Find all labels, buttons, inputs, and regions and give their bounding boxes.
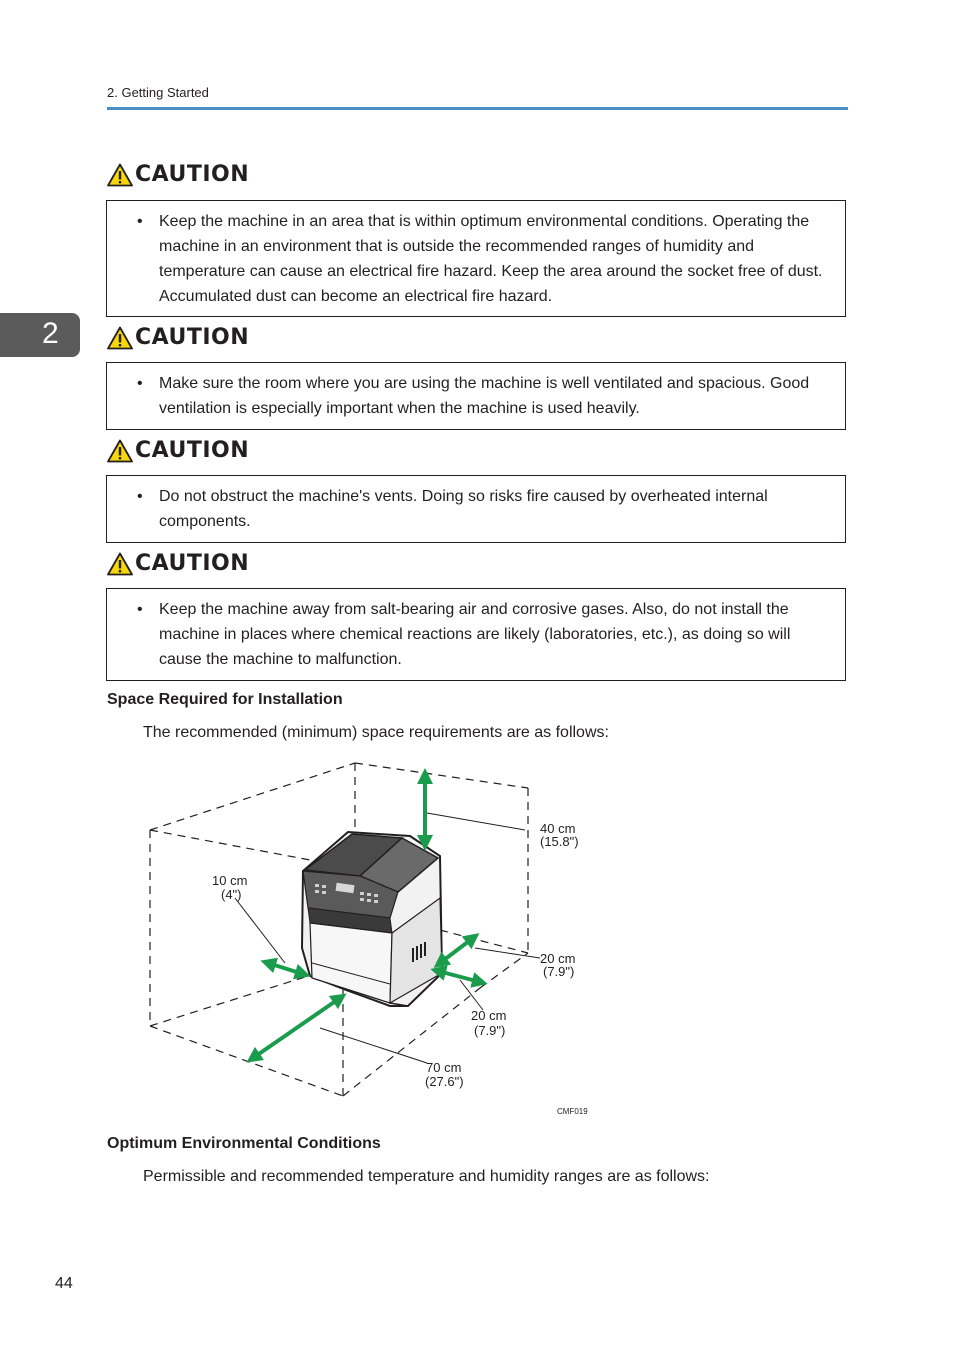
warning-triangle-icon [107, 552, 133, 576]
top-imperial-label: (15.8") [540, 834, 579, 849]
caution-bullet [137, 484, 827, 534]
caution-box [106, 475, 846, 543]
chapter-number: 2 [42, 317, 59, 350]
caution-text: Make sure the room where you are using the machine is well ventilated and spacious. Good ventilation is especially important when the machine is used heavily. [159, 375, 810, 417]
caution-box [106, 200, 846, 317]
right-metric-label: 20 cm [540, 951, 576, 966]
caution-label: CAUTION [135, 438, 250, 463]
right-imperial-label: (7.9") [543, 964, 575, 979]
top-metric-label: 40 cm [540, 821, 576, 836]
page-number: 44 [55, 1275, 73, 1292]
caution-heading [107, 551, 249, 576]
printer-illustration [302, 832, 442, 1006]
bullet-dot: • [137, 375, 143, 392]
chapter-tab [0, 313, 80, 357]
caution-bullet [137, 209, 827, 309]
bullet-dot: • [137, 601, 143, 618]
section-heading-space: Space Required for Installation [107, 691, 343, 708]
bullet-dot: • [137, 488, 143, 505]
space-intro-text: The recommended (minimum) space requirements are as follows: [143, 724, 609, 741]
rear-clearance-arrow [438, 971, 480, 982]
warning-triangle-icon [107, 326, 133, 350]
figure-code: CMF019 [557, 1107, 588, 1116]
warning-triangle-icon [107, 163, 133, 187]
left-imperial-label: (4") [221, 887, 242, 902]
caution-box [106, 588, 846, 681]
caution-bullet [137, 597, 827, 672]
caution-label: CAUTION [135, 551, 250, 576]
bullet-dot: • [137, 213, 143, 230]
caution-heading [107, 438, 249, 463]
caution-text: Do not obstruct the machine's vents. Doing so risks fire caused by overheated internal components. [159, 488, 768, 530]
front-metric-label: 70 cm [426, 1060, 462, 1075]
warning-triangle-icon [107, 439, 133, 463]
left-clearance-arrow [268, 963, 303, 974]
section-heading-conditions: Optimum Environmental Conditions [107, 1135, 381, 1152]
conditions-intro-text: Permissible and recommended temperature and humidity ranges are as follows: [143, 1168, 710, 1185]
front-clearance-arrow [253, 998, 340, 1058]
installation-space-figure [140, 758, 600, 1120]
running-header: 2. Getting Started [107, 85, 209, 100]
caution-heading [107, 325, 249, 350]
caution-label: CAUTION [135, 162, 250, 187]
installation-space-diagram [140, 758, 600, 1120]
header-rule [107, 107, 848, 110]
caution-bullet [137, 371, 827, 421]
caution-text: Keep the machine in an area that is within optimum environmental conditions. Operating the machine in an environment that is outside the recommended ranges of humidity and temperature can cause an electrical fire hazard. Keep the area around the socket free of dust. Accumulated dust can become an electrical fire hazard. [159, 213, 823, 305]
caution-label: CAUTION [135, 325, 250, 350]
right-clearance-arrow [440, 938, 473, 963]
left-metric-label: 10 cm [212, 873, 248, 888]
rear-metric-label: 20 cm [471, 1008, 507, 1023]
caution-text: Keep the machine away from salt-bearing air and corrosive gases. Also, do not install the machine in places where chemical reactions are likely (laboratories, etc.), as doing so will cause the machine to malfunction. [159, 601, 791, 668]
rear-imperial-label: (7.9") [474, 1023, 506, 1038]
front-imperial-label: (27.6") [425, 1074, 464, 1089]
caution-box [106, 362, 846, 430]
caution-heading [107, 162, 249, 187]
